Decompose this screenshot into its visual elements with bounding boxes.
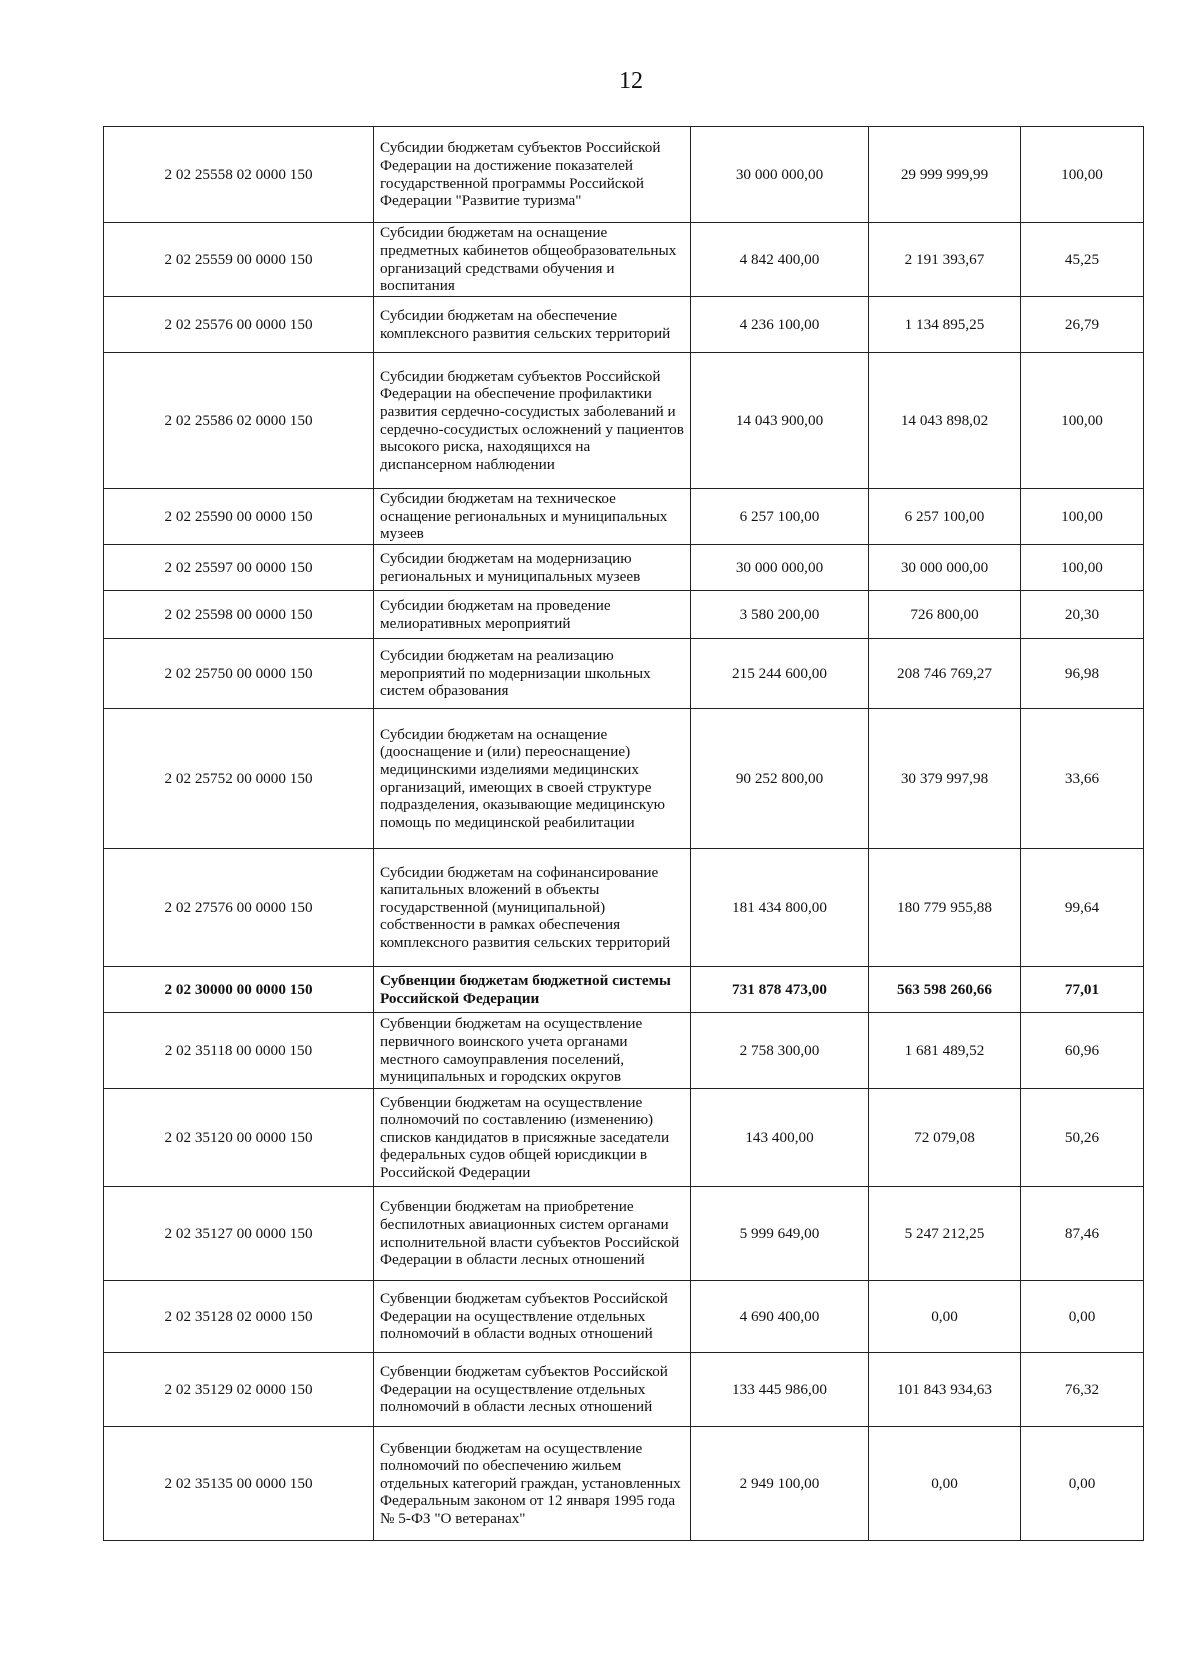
planned-amount-cell: 14 043 900,00 (691, 353, 869, 489)
description-cell: Субвенции бюджетам на приобретение беспилотных авиационных систем органами исполнительной власти субъектов Российской Федерации в области лесных отношений (374, 1187, 691, 1281)
budget-code-cell: 2 02 25558 02 0000 150 (104, 127, 374, 223)
description-cell: Субсидии бюджетам на оснащение (дооснащение и (или) переоснащение) медицинскими изделиями медицинских организаций, имеющих в своей структуре подразделения, оказывающие медицинскую помощь по медицинской реабилитации (374, 709, 691, 849)
percent-cell: 100,00 (1021, 489, 1144, 545)
planned-amount-cell: 6 257 100,00 (691, 489, 869, 545)
table-row (104, 849, 1144, 967)
table-row (104, 1281, 1144, 1353)
actual-amount-cell: 1 681 489,52 (869, 1013, 1021, 1089)
table-row (104, 1353, 1144, 1427)
table-row (104, 1013, 1144, 1089)
actual-amount-cell: 180 779 955,88 (869, 849, 1021, 967)
budget-code-cell: 2 02 27576 00 0000 150 (104, 849, 374, 967)
description-cell: Субвенции бюджетам субъектов Российской Федерации на осуществление отдельных полномочий в области водных отношений (374, 1281, 691, 1353)
actual-amount-cell: 0,00 (869, 1281, 1021, 1353)
planned-amount-cell: 731 878 473,00 (691, 967, 869, 1013)
percent-cell: 87,46 (1021, 1187, 1144, 1281)
table-row (104, 1089, 1144, 1187)
actual-amount-cell: 72 079,08 (869, 1089, 1021, 1187)
planned-amount-cell: 3 580 200,00 (691, 591, 869, 639)
planned-amount-cell: 2 758 300,00 (691, 1013, 869, 1089)
actual-amount-cell: 5 247 212,25 (869, 1187, 1021, 1281)
planned-amount-cell: 215 244 600,00 (691, 639, 869, 709)
table-row-subtotal (104, 967, 1144, 1013)
actual-amount-cell: 14 043 898,02 (869, 353, 1021, 489)
planned-amount-cell: 30 000 000,00 (691, 127, 869, 223)
description-cell: Субвенции бюджетам на осуществление первичного воинского учета органами местного самоуправления поселений, муниципальных и городских округов (374, 1013, 691, 1089)
percent-cell: 100,00 (1021, 353, 1144, 489)
actual-amount-cell: 726 800,00 (869, 591, 1021, 639)
percent-cell: 77,01 (1021, 967, 1144, 1013)
percent-cell: 76,32 (1021, 1353, 1144, 1427)
percent-cell: 100,00 (1021, 545, 1144, 591)
description-cell: Субсидии бюджетам на оснащение предметных кабинетов общеобразовательных организаций средствами обучения и воспитания (374, 223, 691, 297)
percent-cell: 20,30 (1021, 591, 1144, 639)
budget-code-cell: 2 02 25750 00 0000 150 (104, 639, 374, 709)
planned-amount-cell: 181 434 800,00 (691, 849, 869, 967)
planned-amount-cell: 143 400,00 (691, 1089, 869, 1187)
percent-cell: 0,00 (1021, 1281, 1144, 1353)
table-row (104, 297, 1144, 353)
actual-amount-cell: 29 999 999,99 (869, 127, 1021, 223)
table-row (104, 591, 1144, 639)
table-row (104, 223, 1144, 297)
actual-amount-cell: 30 000 000,00 (869, 545, 1021, 591)
planned-amount-cell: 90 252 800,00 (691, 709, 869, 849)
percent-cell: 0,00 (1021, 1427, 1144, 1541)
description-cell: Субсидии бюджетам на проведение мелиоративных мероприятий (374, 591, 691, 639)
description-cell: Субсидии бюджетам на софинансирование капитальных вложений в объекты государственной (муниципальной) собственности в рамках обеспечения комплексного развития сельских территорий (374, 849, 691, 967)
actual-amount-cell: 6 257 100,00 (869, 489, 1021, 545)
planned-amount-cell: 4 236 100,00 (691, 297, 869, 353)
planned-amount-cell: 30 000 000,00 (691, 545, 869, 591)
planned-amount-cell: 133 445 986,00 (691, 1353, 869, 1427)
percent-cell: 99,64 (1021, 849, 1144, 967)
budget-code-cell: 2 02 35135 00 0000 150 (104, 1427, 374, 1541)
actual-amount-cell: 0,00 (869, 1427, 1021, 1541)
actual-amount-cell: 208 746 769,27 (869, 639, 1021, 709)
budget-code-cell: 2 02 30000 00 0000 150 (104, 967, 374, 1013)
budget-code-cell: 2 02 25597 00 0000 150 (104, 545, 374, 591)
percent-cell: 60,96 (1021, 1013, 1144, 1089)
description-cell: Субвенции бюджетам субъектов Российской Федерации на осуществление отдельных полномочий в области лесных отношений (374, 1353, 691, 1427)
description-cell: Субвенции бюджетам бюджетной системы Российской Федерации (374, 967, 691, 1013)
percent-cell: 26,79 (1021, 297, 1144, 353)
budget-code-cell: 2 02 25559 00 0000 150 (104, 223, 374, 297)
actual-amount-cell: 30 379 997,98 (869, 709, 1021, 849)
table-row (104, 1427, 1144, 1541)
planned-amount-cell: 4 690 400,00 (691, 1281, 869, 1353)
table-row (104, 709, 1144, 849)
percent-cell: 45,25 (1021, 223, 1144, 297)
description-cell: Субсидии бюджетам на реализацию мероприятий по модернизации школьных систем образования (374, 639, 691, 709)
planned-amount-cell: 5 999 649,00 (691, 1187, 869, 1281)
budget-code-cell: 2 02 35118 00 0000 150 (104, 1013, 374, 1089)
description-cell: Субсидии бюджетам субъектов Российской Федерации на достижение показателей государственной программы Российской Федерации "Развитие туризма" (374, 127, 691, 223)
table-row (104, 639, 1144, 709)
percent-cell: 96,98 (1021, 639, 1144, 709)
budget-code-cell: 2 02 35128 02 0000 150 (104, 1281, 374, 1353)
budget-code-cell: 2 02 35129 02 0000 150 (104, 1353, 374, 1427)
actual-amount-cell: 2 191 393,67 (869, 223, 1021, 297)
budget-code-cell: 2 02 25752 00 0000 150 (104, 709, 374, 849)
table-row (104, 545, 1144, 591)
budget-code-cell: 2 02 25590 00 0000 150 (104, 489, 374, 545)
description-cell: Субвенции бюджетам на осуществление полномочий по составлению (изменению) списков кандидатов в присяжные заседатели федеральных судов общей юрисдикции в Российской Федерации (374, 1089, 691, 1187)
description-cell: Субсидии бюджетам субъектов Российской Федерации на обеспечение профилактики развития сердечно-сосудистых заболеваний и сердечно-сосудистых осложнений у пациентов высокого риска, находящихся на диспансерном наблюдении (374, 353, 691, 489)
budget-code-cell: 2 02 35120 00 0000 150 (104, 1089, 374, 1187)
table-row (104, 353, 1144, 489)
table-row (104, 489, 1144, 545)
percent-cell: 100,00 (1021, 127, 1144, 223)
percent-cell: 50,26 (1021, 1089, 1144, 1187)
planned-amount-cell: 4 842 400,00 (691, 223, 869, 297)
percent-cell: 33,66 (1021, 709, 1144, 849)
description-cell: Субсидии бюджетам на техническое оснащение региональных и муниципальных музеев (374, 489, 691, 545)
budget-code-cell: 2 02 35127 00 0000 150 (104, 1187, 374, 1281)
budget-revenue-table (103, 126, 1144, 1541)
planned-amount-cell: 2 949 100,00 (691, 1427, 869, 1541)
budget-code-cell: 2 02 25576 00 0000 150 (104, 297, 374, 353)
actual-amount-cell: 1 134 895,25 (869, 297, 1021, 353)
description-cell: Субвенции бюджетам на осуществление полномочий по обеспечению жильем отдельных категорий граждан, установленных Федеральным законом от 12 января 1995 года № 5-ФЗ "О ветеранах" (374, 1427, 691, 1541)
description-cell: Субсидии бюджетам на обеспечение комплексного развития сельских территорий (374, 297, 691, 353)
table-row (104, 127, 1144, 223)
description-cell: Субсидии бюджетам на модернизацию региональных и муниципальных музеев (374, 545, 691, 591)
actual-amount-cell: 563 598 260,66 (869, 967, 1021, 1013)
table-row (104, 1187, 1144, 1281)
page-number: 12 (619, 68, 643, 94)
actual-amount-cell: 101 843 934,63 (869, 1353, 1021, 1427)
budget-code-cell: 2 02 25586 02 0000 150 (104, 353, 374, 489)
budget-code-cell: 2 02 25598 00 0000 150 (104, 591, 374, 639)
